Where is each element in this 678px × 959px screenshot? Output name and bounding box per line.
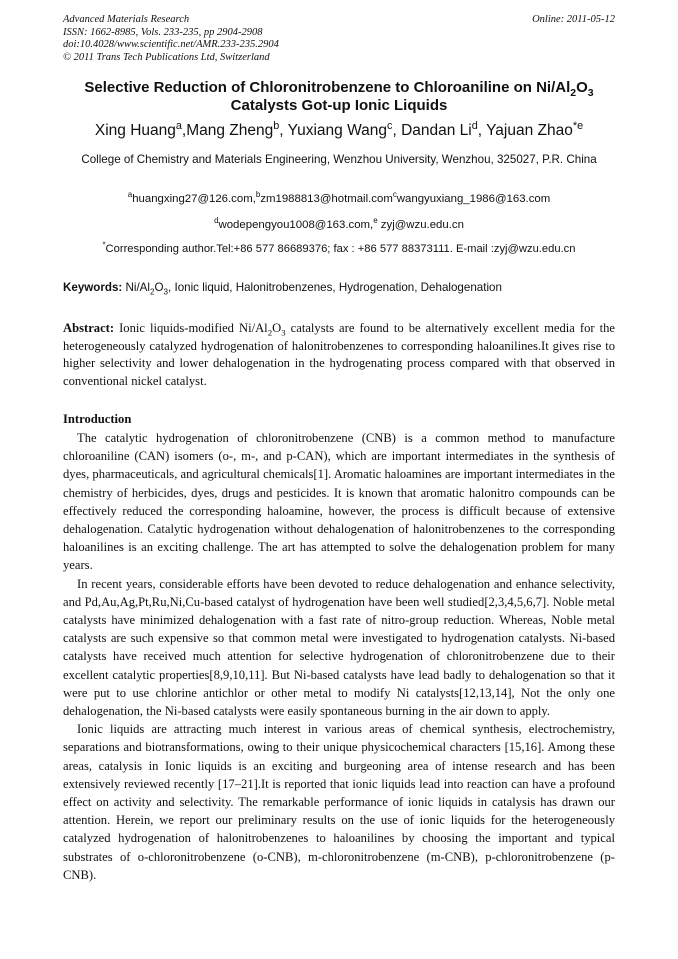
keywords-label: Keywords:	[63, 281, 123, 294]
section-heading-introduction: Introduction	[63, 412, 132, 426]
issn-line: ISSN: 1662-8985, Vols. 233-235, pp 2904-2908	[63, 26, 263, 38]
email-link[interactable]: wodepengyou1008@163.com,	[218, 219, 374, 231]
abstract-label: Abstract:	[63, 321, 115, 335]
paper-title	[40, 79, 638, 115]
author-emails-line-2: $^d$wodepengyou1008@163.com,$^e$ zyj@wzu.edu.cn	[214, 216, 464, 231]
doi-line: doi:10.4028/www.scientific.net/AMR.233-235.2904	[63, 39, 279, 50]
email-link[interactable]: zyj@wzu.edu.cn	[377, 219, 464, 231]
author-emails-line-1: $^a$huangxing27@126.com,$^b$zm1988813@hotmail.com$^c$wangyuxiang_1986@163.com	[127, 190, 551, 205]
email-link[interactable]: wangyuxiang_1986@163.com	[396, 193, 551, 205]
copyright-line: © 2011 Trans Tech Publications Ltd, Switzerland	[63, 51, 270, 63]
author-name: Mang Zheng	[186, 122, 274, 139]
email-link[interactable]: zm1988813@hotmail.com	[260, 193, 393, 205]
journal-name: Advanced Materials Research	[63, 14, 190, 25]
paragraph: In recent years, considerable efforts have been devoted to reduce dehalogenation and enhance selectivity, and Pd,Au,Ag,Pt,Ru,Ni,Cu-based catalyst of hydrogenation have been well studied[2,3,4,5,6,7]. Noble metal catalysts have minimized dehalogenation with a fast rate of nitro-group reduction. Whereas, Noble metal catalysts are such expensive so that common metal were investigated to hydrogenation catalysts. Ni-based catalysts have received much attention for selective hydrogenation of chloronitrobenzene due to their excellent catalytic properties[8,9,10,11]. But Ni-based catalysts have lead badly to dehalogenation so that it were put to use chlorine antichlor or other metal to modify Ni catalysts[12,13,14], Not the only one dehalogenation, the Ni-based catalysts were easily spontaneous burning in the air down to apply.	[63, 576, 615, 719]
affiliation: College of Chemistry and Materials Engineering, Wenzhou University, Wenzhou, 325027, P.R. China	[81, 153, 597, 166]
author-name: Yajuan Zhao	[486, 122, 573, 139]
author-list: Xing Huang$^a$,Mang Zheng$^b$, Yuxiang Wang$^c$, Dandan Li$^d$, Yajuan Zhao$^{*e}$	[94, 119, 584, 139]
paragraph: Ionic liquids are attracting much interest in various areas of chemical synthesis, electrochemistry, separations and biotransformations, owing to their unique physicochemical characters [15,16]. Among these areas, catalysis in Ionic liquids is an exciting and burgeoning area of intense research and has been extensively reviewed recently [17–21].It is reported that ionic liquids lead into reaction can have a profound effect on activity and selectivity. The remarkable performance of ionic liquids in catalysis has drawn our attention. Herein, we report our preliminary results on the use of ionic liquids for the heterogeneously catalyzed hydrogenation of halonitrobenzenes to haloanilines by choosing the important and typical substrates of o-chloronitrobenzene (o-CNB), m-chloronitrobenzene (m-CNB), p-chloronitrobenzene (p-CNB).	[63, 722, 615, 882]
author-name: Xing Huang	[94, 122, 176, 139]
corresponding-author: *Corresponding author.Tel:+86 577 86689376; fax : +86 577 88373111. E-mail :zyj@wzu.edu.cn	[102, 240, 576, 255]
abstract: Abstract: Ionic liquids-modified $Ni/Al_2O_3$ catalysts are found to be alternatively excellent media for the heterogeneously catalyzed hydrogenation of halonitrobenzenes to corresponding haloanilines.It gives rise to higher selectivity and lower dehalogenation in the hydrogenating process compared with that observed in conventional nickel catalyst.	[63, 321, 615, 388]
paragraph: The catalytic hydrogenation of chloronitrobenzene (CNB) is a common method to manufacture chloroaniline (CAN) isomers (o-, m-, and p-CAN), which are important intermediates in the synthesis of dyes, pharmaceuticals, and agricultural chemicals[1]. Aromatic haloamines are important intermediates in the chemistry of herbicides, dyes, drugs and pesticides. It is known that aromatic halonitro compounds can be effectively reduced the corresponding haloamine, however, the process is difficult because of extensive dehalogenation. Catalytic hydrogenation without dehalogenation of halonitrobenzenes to the corresponding haloanilines is an exciting challenge. The art has attempted to solve the dehalogenation problem for many years.	[63, 431, 615, 573]
title-line-1: Selective Reduction of Chloronitrobenzene to Chloroaniline on $Ni/Al_2O_3$	[84, 79, 594, 99]
title-line-2: Catalysts Got-up Ionic Liquids	[230, 97, 448, 114]
email-link[interactable]: huangxing27@126.com,	[132, 193, 256, 205]
online-date: Online: 2011-05-12	[532, 14, 615, 25]
introduction-body	[63, 429, 615, 884]
journal-header	[63, 14, 615, 64]
author-name: Yuxiang Wang	[287, 122, 388, 139]
author-name: Dandan Li	[401, 122, 472, 139]
keywords: Keywords: $Ni/Al_2O_3$, Ionic liquid, Halonitrobenzenes, Hydrogenation, Dehalogenation	[63, 281, 502, 297]
